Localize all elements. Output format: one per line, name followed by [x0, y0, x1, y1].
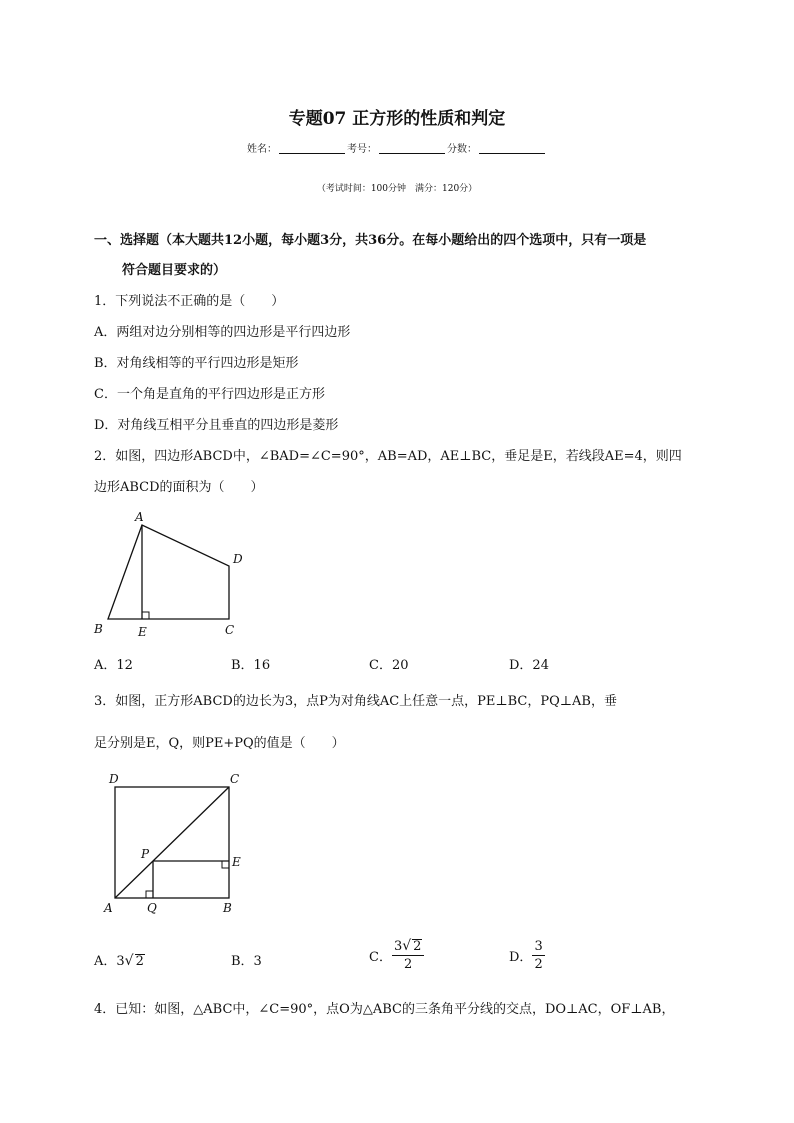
- q3-option-d: D． $\frac{3}{2}$: [509, 939, 543, 972]
- q1-option-c: C．一个角是直角的平行四边形是正方形: [94, 387, 325, 402]
- q1-option-b: B．对角线相等的平行四边形是矩形: [94, 356, 299, 371]
- q3-label-c: C: [230, 772, 240, 786]
- sqrt-icon: √: [402, 938, 412, 954]
- score-label: 分数：: [447, 144, 477, 155]
- q3-diagonal-ac: [115, 787, 229, 898]
- q3-option-b: B．3: [231, 954, 262, 969]
- name-label: 姓名：: [247, 144, 277, 155]
- q2-option-b: B．16: [231, 658, 271, 673]
- q3-label-e: E: [232, 855, 241, 869]
- q3-option-d-fraction: $\frac{3}{2}$: [534, 939, 543, 972]
- q3-label-a: A: [104, 901, 113, 915]
- q2-stem-line2: 边形ABCD的面积为（ ）: [94, 480, 264, 495]
- q3-stem-line1: 3．如图，正方形ABCD的边长为3，点P为对角线AC上任意一点，PE⊥BC，PQ⊥AB，垂: [94, 694, 617, 709]
- q3-option-a-coef: 3: [116, 954, 125, 969]
- section-heading-line2: 符合题目要求的）: [122, 263, 227, 278]
- exam-time-note: （考试时间：100分钟 满分：120分）: [316, 184, 478, 194]
- q3-option-a: A．3√ 2: [94, 953, 144, 969]
- q2-label-c: C: [225, 623, 235, 637]
- sqrt-icon: √: [124, 953, 134, 969]
- q2-stem-line1: 2．如图，四边形ABCD中，∠BAD=∠C=90°，AB=AD，AE⊥BC，垂足是E，若线段AE=4，则四: [94, 449, 682, 464]
- q3-label-d: D: [109, 772, 119, 786]
- q1-stem: 1．下列说法不正确的是（ ）: [94, 294, 285, 309]
- q3-right-angle-mark-q: [146, 891, 153, 898]
- q3-stem-line2: 足分别是E，Q，则PE+PQ的值是（ ）: [94, 736, 345, 751]
- section-heading-line1: 一、选择题（本大题共12小题，每小题3分，共36分。在每小题给出的四个选项中，只有一项是: [94, 233, 647, 248]
- q3-label-q: Q: [147, 901, 157, 915]
- q3-label-p: P: [141, 847, 150, 861]
- page-title: 专题07 正方形的性质和判定: [288, 109, 506, 129]
- q3-right-angle-mark-e: [222, 861, 229, 868]
- q2-label-e: E: [138, 625, 147, 639]
- q2-label-a: A: [135, 510, 144, 524]
- exam-no-label: 考号：: [347, 144, 377, 155]
- q1-option-d: D．对角线互相平分且垂直的四边形是菱形: [94, 418, 339, 433]
- q2-label-d: D: [233, 552, 243, 566]
- q3-option-a-radicand: 2: [135, 954, 144, 969]
- q1-option-a: A．两组对边分别相等的四边形是平行四边形: [94, 325, 351, 340]
- q2-option-d: D．24: [509, 658, 549, 673]
- q3-option-c-fraction: $\frac{3√ 2}{2}$: [392, 938, 424, 973]
- q4-stem-line1: 4．已知：如图，△ABC中，∠C=90°，点O为△ABC的三条角平分线的交点，DO⊥AC，OF⊥AB，: [94, 1002, 675, 1017]
- q2-option-c: C．20: [369, 658, 409, 673]
- q3-label-b: B: [223, 901, 232, 915]
- q2-option-a: A．12: [94, 658, 133, 673]
- q2-label-b: B: [94, 622, 103, 636]
- q3-option-c: C． $\frac{3√ 2}{2}$: [369, 938, 424, 973]
